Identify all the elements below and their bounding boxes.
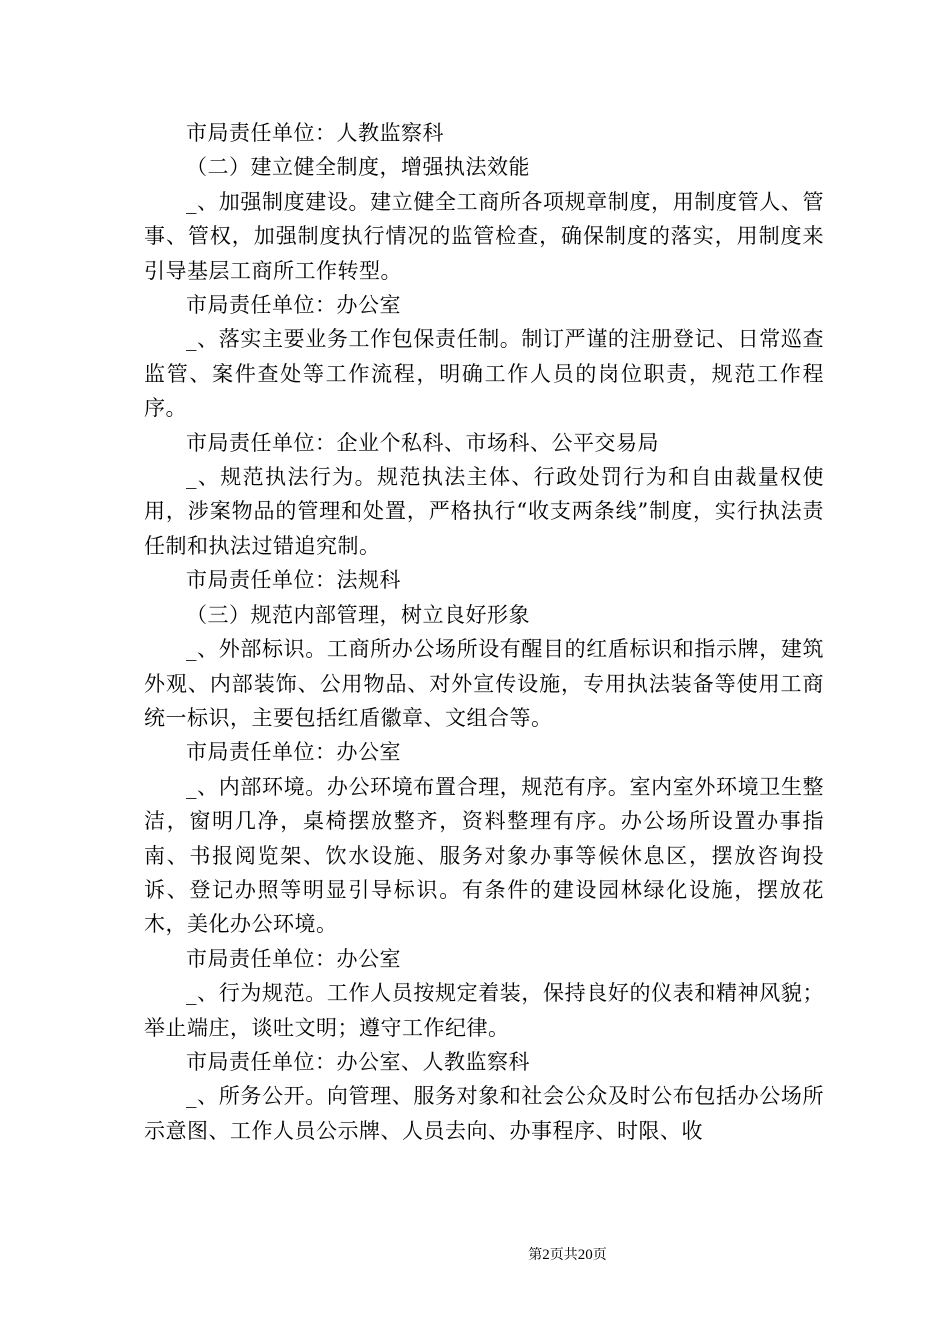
section-heading: （二）建立健全制度，增强执法效能 (186, 155, 530, 180)
section-heading: （三）规范内部管理，树立良好形象 (186, 602, 530, 627)
footer-page-number: 2 (542, 1247, 550, 1263)
paragraph-responsible-unit: 市局责任单位：企业个私科、市场科、公平交易局 (186, 430, 659, 455)
paragraph: _、所务公开。向管理、服务对象和社会公众及时公布包括办公场所示意图、工作人员公示牌、人员去向、办事程序、时限、收 (144, 1084, 824, 1143)
paragraph-responsible-unit: 市局责任单位：办公室 (186, 293, 401, 318)
paragraph-responsible-unit: 市局责任单位：办公室、人教监察科 (186, 1049, 530, 1074)
paragraph: _、内部环境。办公环境布置合理，规范有序。室内室外环境卫生整洁，窗明几净，桌椅摆放整齐，资料整理有序。办公场所设置办事指南、书报阅览架、饮水设施、服务对象办事等候休息区，摆放咨询投诉、登记办照等明显引导标识。有条件的建设园林绿化设施，摆放花木，美化办公环境。 (144, 774, 824, 937)
paragraph: _、规范执法行为。规范执法主体、行政处罚行为和自由裁量权使用，涉案物品的管理和处置，严格执行“收支两条线”制度，实行执法责任制和执法过错追究制。 (144, 465, 824, 558)
page-footer (0, 1246, 950, 1264)
paragraph-responsible-unit: 市局责任单位：法规科 (186, 568, 401, 593)
paragraph-responsible-unit: 市局责任单位：人教监察科 (186, 121, 444, 145)
footer-middle: 页共 (549, 1247, 578, 1263)
footer-prefix: 第 (528, 1247, 543, 1263)
paragraph-responsible-unit: 市局责任单位：办公室 (186, 946, 401, 971)
paragraph: _、落实主要业务工作包保责任制。制订严谨的注册登记、日常巡查监管、案件查处等工作流程，明确工作人员的岗位职责，规范工作程序。 (144, 327, 824, 421)
paragraph-responsible-unit: 市局责任单位：办公室 (186, 740, 401, 765)
footer-total-pages: 20 (577, 1247, 593, 1263)
paragraph: _、加强制度建设。建立健全工商所各项规章制度，用制度管人、管事、管权，加强制度执行情况的监管检查，确保制度的落实，用制度来引导基层工商所工作转型。 (144, 189, 824, 283)
paragraph: _、行为规范。工作人员按规定着装，保持良好的仪表和精神风貌；举止端庄，谈吐文明；遵守工作纪律。 (144, 981, 824, 1040)
paragraph: _、外部标识。工商所办公场所设有醒目的红盾标识和指示牌，建筑外观、内部装饰、公用物品、对外宣传设施，专用执法装备等使用工商统一标识，主要包括红盾徽章、文组合等。 (144, 637, 824, 730)
footer-suffix: 页 (592, 1247, 607, 1263)
document-body (144, 116, 824, 1148)
